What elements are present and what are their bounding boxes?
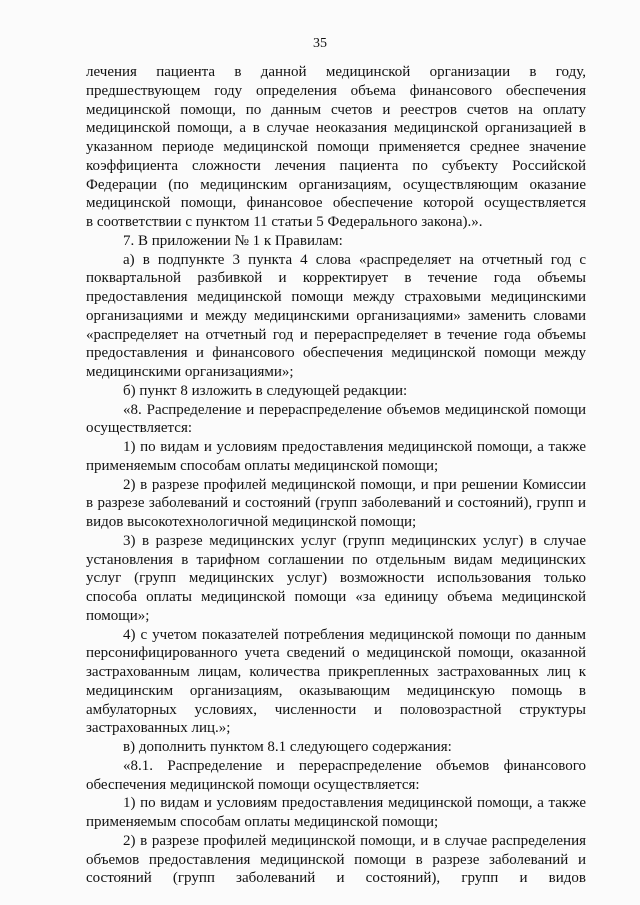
page-number: 35	[313, 36, 327, 51]
text-line: медицинской помощи, финансовое обеспечение которой осуществляется	[86, 195, 586, 212]
text-line: 2) в разрезе профилей медицинской помощи, и при решении Комиссии	[123, 476, 586, 493]
text-line: «8. Распределение и перераспределение объемов медицинской помощи	[123, 401, 586, 418]
text-line: обеспечения медицинской помощи осуществляется:	[86, 776, 420, 793]
text-line: 2) в разрезе профилей медицинской помощи, и в случае распределения	[123, 832, 586, 849]
text-line: применяемым способам оплаты медицинской помощи;	[86, 457, 439, 474]
text-line: указанном периоде медицинской помощи применяется среднее значение	[86, 139, 586, 155]
text-line: предшествующем году определения объема финансового обеспечения	[86, 82, 586, 99]
text-line: персонифицированного учета сведений о медицинской помощи, оказанной	[86, 645, 586, 662]
text-line: медицинской помощи, по данным счетов и реестров счетов на оплату	[86, 101, 586, 118]
text-line: применяемым способам оплаты медицинской помощи;	[86, 814, 439, 830]
text-line: лечения пациента в данной медицинской организации в году,	[86, 64, 586, 80]
text-line: 7. В приложении № 1 к Правилам:	[123, 232, 343, 249]
text-line: медицинскими организациями»;	[86, 364, 294, 380]
text-line: осуществляется:	[86, 420, 193, 437]
text-line: услуг (групп медицинских услуг) возможности использования только	[86, 570, 586, 587]
text-line: организациями и между медицинскими организациями» заменить словами	[86, 307, 586, 324]
text-line: 3) в разрезе медицинских услуг (групп медицинских услуг) в случае	[123, 532, 586, 549]
text-line: помощи»;	[86, 607, 150, 624]
text-line: объемов предоставления медицинской помощи в разрезе заболеваний и	[86, 851, 586, 868]
text-line: предоставления и финансового обеспечения медицинской помощи между	[86, 345, 586, 362]
text-line: застрахованных лиц.»;	[86, 720, 231, 737]
document-body	[86, 63, 586, 888]
text-line: установления в тарифном соглашении по отдельным видам медицинских	[86, 551, 586, 568]
text-line: предоставления медицинской помощи между страховыми медицинскими	[86, 289, 586, 305]
text-line: в) дополнить пунктом 8.1 следующего содержания:	[123, 739, 452, 755]
text-line: застрахованным лицам, количества прикрепленных застрахованных лиц к	[86, 664, 586, 680]
text-line: поквартальной разбивкой и корректирует в течение года объемы	[86, 270, 586, 287]
text-line: а) в подпункте 3 пункта 4 слова «распределяет на отчетный год с	[123, 251, 586, 268]
text-line: «8.1. Распределение и перераспределение объемов финансового	[123, 757, 586, 774]
text-line: в разрезе заболеваний и состояний (групп заболеваний и состояний), групп и	[86, 495, 586, 512]
text-line: видов высокотехнологичной медицинской помощи;	[86, 514, 417, 530]
text-line: Федерации (по медицинским организациям, осуществляющим оказание	[86, 176, 586, 193]
text-line: медицинским организациям, оказывающим медицинскую помощь в	[86, 682, 586, 699]
text-line: амбулаторных условиях, численности и половозрастной структуры	[86, 701, 586, 718]
text-line: 1) по видам и условиям предоставления медицинской помощи, а также	[123, 439, 586, 455]
text-line: «распределяет на отчетный год и перераспределяет в течение года объемы	[86, 326, 586, 343]
text-line: в соответствии с пунктом 11 статьи 5 Федерального закона).».	[86, 214, 483, 230]
text-line: 1) по видам и условиям предоставления медицинской помощи, а также	[123, 795, 586, 812]
text-line: способа оплаты медицинской помощи «за единицу объема медицинской	[86, 589, 586, 605]
text-line: б) пункт 8 изложить в следующей редакции:	[123, 382, 408, 399]
text-line: коэффициента сложности лечения пациента по субъекту Российской	[86, 157, 586, 174]
text-line: 4) с учетом показателей потребления медицинской помощи по данным	[123, 626, 586, 643]
text-line: медицинской помощи, а в случае неоказания медицинской организацией в	[86, 120, 586, 137]
text-line: состояний (групп заболеваний и состояний), групп и видов	[86, 870, 586, 887]
